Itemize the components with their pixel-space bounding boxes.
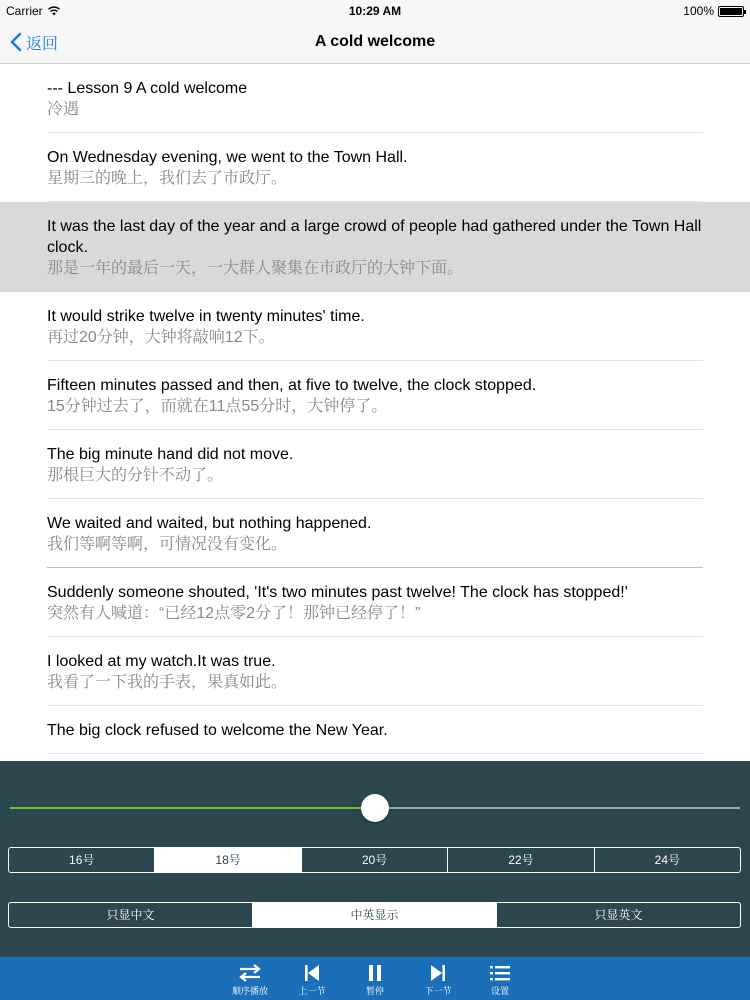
font-size-option[interactable]: 24号	[654, 853, 680, 867]
chevron-left-icon	[10, 32, 22, 52]
pause-icon	[365, 963, 385, 983]
sentence-english: We waited and waited, but nothing happened.	[47, 515, 372, 532]
sentence-row[interactable]	[0, 361, 750, 430]
navigation-bar	[0, 22, 750, 64]
sentence-english: Suddenly someone shouted, 'It's two minutes past twelve! The clock has stopped!'	[47, 584, 628, 601]
sentence-chinese: 星期三的晚上，我们去了市政厅。	[47, 170, 288, 187]
sentence-english: It was the last day of the year and a large crowd of people had gathered under the Town Hall clock.	[47, 218, 702, 256]
sentence-row[interactable]	[0, 637, 750, 706]
slider-track-filled	[10, 807, 375, 809]
sentence-row[interactable]	[0, 706, 750, 754]
sentence-chinese: 我看了一下我的手表，果真如此。	[47, 674, 288, 691]
sentence-english: I looked at my watch.It was true.	[47, 653, 276, 670]
status-bar	[0, 0, 750, 22]
previous-section-button[interactable]	[282, 957, 342, 1000]
page-title: A cold welcome	[314, 33, 436, 50]
font-size-option[interactable]: 22号	[448, 848, 594, 872]
font-size-option[interactable]: 20号	[302, 848, 448, 872]
status-right	[683, 4, 744, 18]
carrier-label: Carrier	[6, 4, 43, 18]
sentence-chinese: 再过20分钟，大钟将敲响12下。	[47, 329, 275, 346]
sentence-chinese: 那根巨大的分针不动了。	[47, 467, 224, 484]
settings-label: 设置	[490, 986, 509, 996]
sentence-list[interactable]	[0, 64, 750, 761]
pause-label: 暂停	[365, 986, 384, 996]
sentence-chinese: 我们等啊等啊，可情况没有变化。	[47, 536, 288, 553]
display-mode-option[interactable]: 中英显示	[253, 903, 497, 927]
pause-button[interactable]	[345, 957, 405, 1000]
sentence-chinese: 15分钟过去了，而就在11点55分时，大钟停了。	[47, 398, 388, 415]
back-button-label: 返回	[26, 35, 59, 53]
playback-settings-panel	[0, 761, 750, 957]
sentence-row[interactable]	[0, 430, 750, 499]
repeat-icon	[238, 963, 262, 983]
sentence-english: It would strike twelve in twenty minutes' time.	[47, 308, 365, 325]
sentence-row[interactable]	[0, 568, 750, 637]
sentence-english: --- Lesson 9 A cold welcome	[47, 80, 248, 97]
next-section-button[interactable]	[408, 957, 468, 1000]
next-icon	[428, 963, 448, 983]
sentence-english: The big clock refused to welcome the New Year.	[47, 722, 388, 739]
sentence-row[interactable]	[0, 64, 750, 133]
previous-icon	[302, 963, 322, 983]
battery-icon	[718, 6, 744, 17]
display-mode-selector	[8, 902, 741, 928]
sentence-row[interactable]	[0, 202, 750, 292]
progress-slider[interactable]	[10, 793, 740, 823]
settings-button[interactable]	[470, 957, 530, 1000]
sentence-row[interactable]	[0, 499, 750, 568]
sentence-english: The big minute hand did not move.	[47, 446, 294, 463]
display-mode-option[interactable]: 只显中文	[9, 903, 253, 927]
bottom-toolbar	[0, 957, 750, 1000]
previous-section-label: 上一节	[298, 986, 326, 996]
sentence-chinese: 突然有人喊道：“已经12点零2分了！那钟已经停了！”	[47, 605, 421, 622]
sentence-english: Fifteen minutes passed and then, at five to twelve, the clock stopped.	[47, 377, 537, 394]
battery-percent: 100%	[683, 4, 714, 18]
next-section-label: 下一节	[424, 986, 452, 996]
sentence-english: On Wednesday evening, we went to the Town Hall.	[47, 149, 408, 166]
sentence-row[interactable]	[0, 292, 750, 361]
slider-track-empty	[375, 807, 740, 809]
sequential-play-button[interactable]	[220, 957, 280, 1000]
back-button[interactable]	[10, 30, 58, 54]
font-size-selector	[8, 847, 741, 873]
slider-thumb[interactable]	[361, 794, 389, 822]
sentence-row[interactable]	[0, 133, 750, 202]
display-mode-option[interactable]: 只显英文	[594, 908, 643, 922]
font-size-option[interactable]: 18号	[155, 848, 301, 872]
list-icon	[489, 963, 511, 983]
status-time: 10:29 AM	[348, 4, 402, 18]
sequential-play-label: 顺序播放	[231, 986, 268, 996]
font-size-option[interactable]: 16号	[9, 848, 155, 872]
sentence-chinese: 冷遇	[47, 101, 80, 118]
sentence-chinese: 那是一年的最后一天，一大群人聚集在市政厅的大钟下面。	[47, 260, 464, 277]
